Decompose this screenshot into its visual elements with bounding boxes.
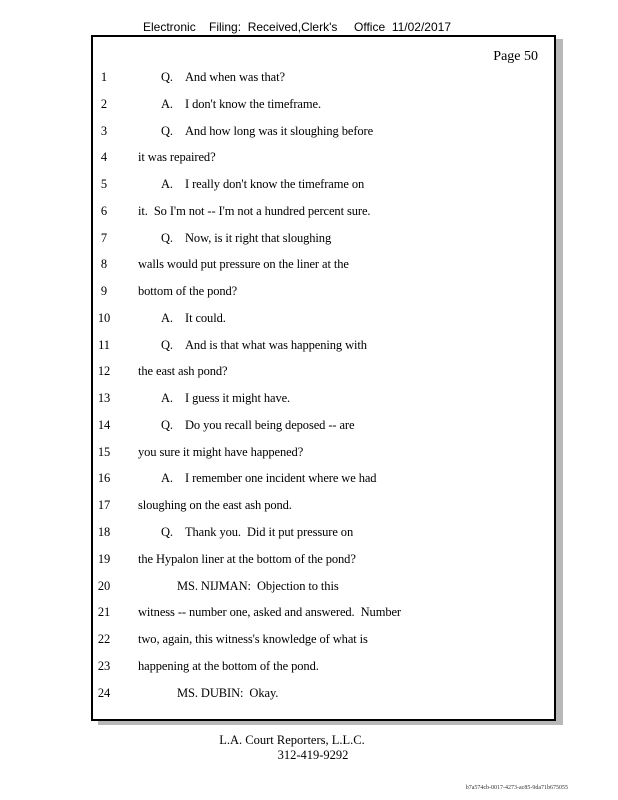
line-number: 20 [97,578,111,593]
line-content [138,278,237,305]
line-number: 11 [98,337,110,352]
transcript-line [93,144,554,171]
line-number: 19 [97,551,111,566]
line-text: walls would put pressure on the liner at the [138,257,349,272]
line-content [138,439,303,466]
line-text: witness -- number one, asked and answered. Number [138,605,401,620]
line-number: 14 [97,417,111,432]
line-text: you sure it might have happened? [138,444,304,459]
line-content [138,198,370,225]
line-text: bottom of the pond? [138,284,238,299]
line-content [161,465,376,492]
line-content [138,546,356,573]
line-content [138,599,401,626]
qa-prefix: A. [161,471,173,486]
reporter-phone: 312-419-9292 [277,748,349,762]
line-content [161,412,354,439]
line-content [161,118,373,145]
document-id: b7a574cb-0017-4273-ac85-9da71b675055 [465,785,568,791]
qa-prefix: A. [161,96,173,111]
line-number: 18 [97,525,111,540]
line-number: 8 [100,257,108,272]
line-text: I don't know the timeframe. [185,96,321,111]
line-number: 17 [97,498,111,513]
line-number: 16 [97,471,111,486]
qa-prefix: Q. [161,525,173,540]
line-number: 23 [97,658,111,673]
line-text: It could. [185,310,226,325]
line-number: 1 [100,70,108,84]
transcript-line [93,439,554,466]
qa-prefix: A. [161,310,173,325]
line-number: 15 [97,444,111,459]
line-text: And when was that? [185,70,285,84]
qa-prefix: Q. [161,70,173,84]
line-text: the Hypalon liner at the bottom of the pond? [138,551,356,566]
line-content [138,626,368,653]
line-number: 5 [100,177,108,192]
transcript-line [93,171,554,198]
line-content [138,144,216,171]
transcript-line [93,251,554,278]
line-content [161,519,353,546]
line-content [138,251,349,278]
transcript-line [93,519,554,546]
line-text: I guess it might have. [185,391,291,406]
transcript-line [93,653,554,680]
line-content [161,91,321,118]
transcript-line [93,225,554,252]
transcript-line [93,546,554,573]
transcript-line [93,626,554,653]
transcript-line [93,573,554,600]
line-content [161,171,364,198]
line-text: two, again, this witness's knowledge of what is [138,632,368,647]
transcript-line [93,599,554,626]
line-text: I really don't know the timeframe on [185,177,365,192]
qa-prefix: Q. [161,417,173,432]
line-text: MS. DUBIN: Okay. [177,685,279,700]
transcript-line [93,465,554,492]
line-number: 12 [97,364,111,379]
line-text: the east ash pond? [138,364,228,379]
line-content [161,64,285,91]
line-number: 4 [100,150,108,165]
line-content [161,225,331,252]
transcript-line [93,492,554,519]
line-number: 21 [97,605,111,620]
transcript-line [93,305,554,332]
line-number: 10 [97,310,111,325]
line-number: 3 [100,123,108,138]
line-content [138,358,228,385]
line-content [177,573,339,600]
line-number: 9 [100,284,108,299]
line-number: 24 [97,685,111,700]
line-text: And is that what was happening with [185,337,367,352]
transcript-line [93,91,554,118]
transcript-line [93,278,554,305]
line-text: I remember one incident where we had [185,471,377,486]
qa-prefix: A. [161,391,173,406]
transcript-line [93,198,554,225]
transcript-line [93,358,554,385]
reporter-name: L.A. Court Reporters, L.L.C. [219,733,365,747]
line-number: 6 [100,203,108,218]
line-content [161,305,226,332]
transcript-line [93,385,554,412]
reporter-footer [92,733,492,763]
line-content [161,332,367,359]
qa-prefix: A. [161,177,173,192]
line-text: Now, is it right that sloughing [185,230,332,245]
qa-prefix: Q. [161,337,173,352]
line-text: Thank you. Did it put pressure on [185,525,354,540]
line-text: happening at the bottom of the pond. [138,658,319,673]
transcript-line [93,680,554,707]
qa-prefix: Q. [161,123,173,138]
line-text: it. So I'm not -- I'm not a hundred percent sure. [138,203,371,218]
line-text: And how long was it sloughing before [185,123,374,138]
transcript-line [93,412,554,439]
line-text: Do you recall being deposed -- are [185,417,355,432]
line-text: it was repaired? [138,150,216,165]
transcript-line [93,332,554,359]
line-content [161,385,290,412]
qa-prefix: Q. [161,230,173,245]
line-number: 2 [100,96,108,111]
page-number: Page 50 [493,49,538,64]
line-content [138,492,292,519]
transcript-page [91,35,556,721]
line-content [177,680,278,707]
line-number: 22 [97,632,111,647]
transcript-line [93,118,554,145]
line-text: sloughing on the east ash pond. [138,498,292,513]
transcript-line [93,64,554,91]
line-number: 13 [97,391,111,406]
electronic-filing-stamp: Electronic Filing: Received,Clerk's Office 11/02/2017 [143,20,451,34]
line-text: MS. NIJMAN: Objection to this [177,578,339,593]
line-content [138,653,319,680]
transcript-lines [93,64,554,706]
line-number: 7 [100,230,108,245]
